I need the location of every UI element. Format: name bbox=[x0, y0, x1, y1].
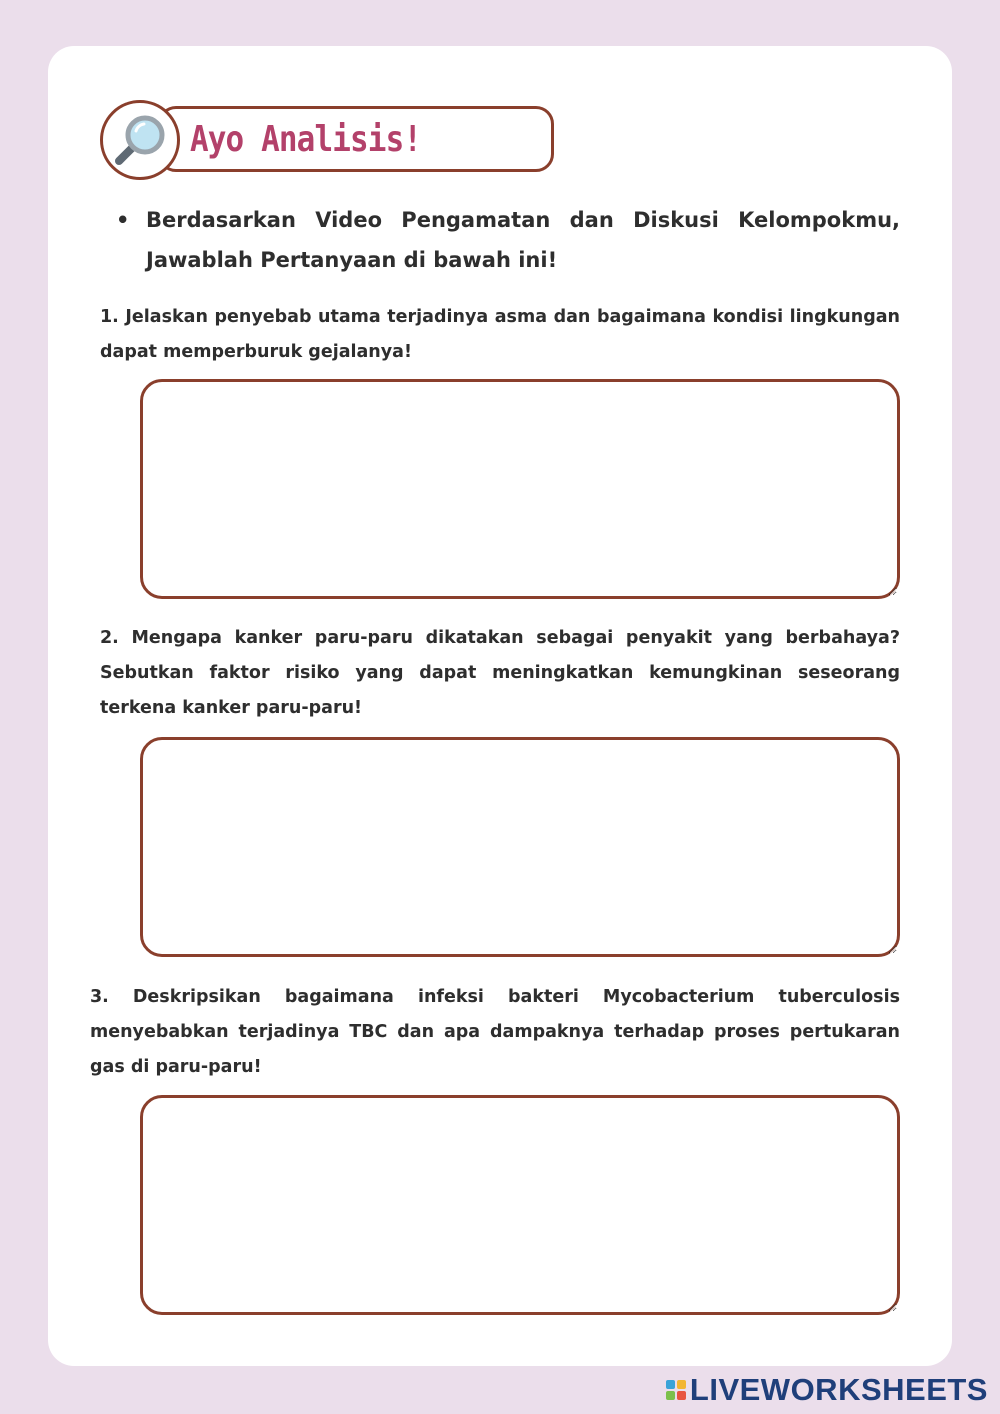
page-title: Ayo Analisis! bbox=[190, 119, 422, 160]
question-2: 2. Mengapa kanker paru-paru dikatakan sebagai penyakit yang berbahaya? Sebutkan faktor risiko yang dapat meningkatkan kemungkinan seseorang terkena kanker paru-paru! bbox=[100, 628, 900, 718]
answer-box-3[interactable] bbox=[140, 1095, 900, 1315]
bullet: • bbox=[116, 208, 130, 232]
answer-box-2[interactable] bbox=[140, 737, 900, 957]
logo-mark-icon bbox=[666, 1380, 686, 1400]
magnifying-glass-icon bbox=[111, 111, 169, 169]
instruction-text: Berdasarkan Video Pengamatan dan Diskusi Kelompokmu, Jawablah Pertanyaan di bawah ini! bbox=[146, 208, 900, 272]
brand-name: LIVEWORKSHEETS bbox=[689, 1372, 988, 1407]
answer-box-1[interactable] bbox=[140, 379, 900, 599]
question-3: 3. Deskripsikan bagaimana infeksi bakteri Mycobacterium tuberculosis menyebabkan terjadinya TBC dan apa dampaknya terhadap proses pertukaran gas di paru-paru! bbox=[90, 987, 900, 1077]
question-1: 1. Jelaskan penyebab utama terjadinya asma dan bagaimana kondisi lingkungan dapat memperburuk gejalanya! bbox=[100, 307, 900, 362]
instruction bbox=[116, 200, 900, 280]
title-icon-badge bbox=[100, 100, 180, 180]
liveworksheets-logo bbox=[666, 1372, 988, 1408]
